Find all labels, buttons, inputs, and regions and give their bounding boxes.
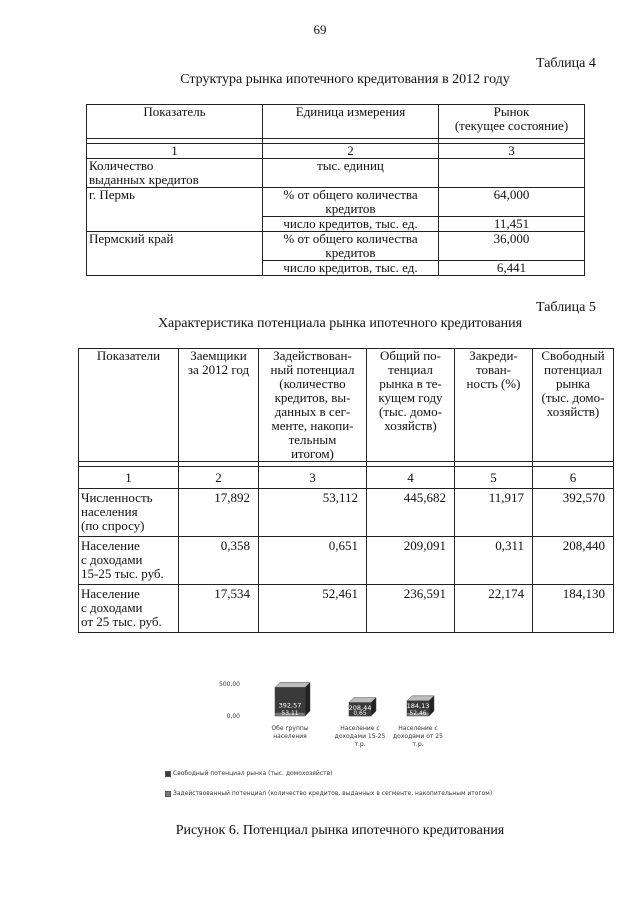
- table4-value: 11,451: [439, 217, 585, 232]
- table4-unit: тыс. единиц: [263, 159, 439, 188]
- table5-header: Закреди- тован- ность (%): [455, 349, 533, 462]
- table5-header: Общий по- тенциал рынка в те- кущем году (тыс. домо- хозяйств): [367, 349, 455, 462]
- table5-cell: 52,461: [259, 585, 367, 633]
- table4-col-number: 1: [87, 144, 263, 159]
- table5-cell: 208,440: [533, 537, 614, 585]
- potential-chart: [173, 672, 530, 820]
- table5-cell: 445,682: [367, 489, 455, 537]
- table4-title: Структура рынка ипотечного кредитования в 2012 году: [180, 72, 510, 87]
- bar-top-face: [275, 682, 310, 687]
- table5-cell: 53,112: [259, 489, 367, 537]
- category-label: т.р.: [354, 741, 366, 748]
- figure-caption: Рисунок 6. Потенциал рынка ипотечного кредитования: [175, 823, 505, 838]
- table4-header: Показатель: [87, 105, 263, 139]
- table4-unit: % от общего количества кредитов: [263, 188, 439, 217]
- legend-swatch: [165, 791, 171, 797]
- table5-cell: 22,174: [455, 585, 533, 633]
- table4-header: Единица измерения: [263, 105, 439, 139]
- data-label-used: 53,11: [281, 710, 299, 717]
- table5-cell: 0,358: [179, 537, 259, 585]
- page-number: 69: [313, 22, 327, 37]
- table5-title: Характеристика потенциала рынка ипотечного кредитования: [157, 316, 523, 331]
- table5-col-number: 1: [79, 467, 179, 489]
- table5-cell: 209,091: [367, 537, 455, 585]
- table5-col-number: 3: [259, 467, 367, 489]
- legend-label: Задействованный потенциал (количество кредитов, выданных в сегменте, накопительным итогом): [173, 790, 493, 797]
- table4-unit: число кредитов, тыс. ед.: [263, 261, 439, 276]
- table4-indicator: г. Пермь: [87, 188, 263, 232]
- table4-header: Рынок (текущее состояние): [439, 105, 585, 139]
- y-tick-label: 500,00: [219, 681, 240, 688]
- table4-label: Таблица 4: [536, 56, 596, 71]
- category-label: т.р.: [412, 741, 424, 748]
- table5-label: Таблица 5: [536, 300, 596, 315]
- table4-unit: % от общего количества кредитов: [263, 232, 439, 261]
- category-label: Обе группы: [271, 725, 309, 732]
- table5-header: Свободный потенциал рынка (тыс. домо- хозяйств): [533, 349, 614, 462]
- category-label: населения: [273, 733, 307, 740]
- y-tick-label: 0,00: [226, 713, 240, 720]
- table5-cell: 236,591: [367, 585, 455, 633]
- data-label-used: 0,65: [353, 710, 367, 717]
- legend-item-free: [165, 770, 332, 777]
- data-label-free: 208,44: [348, 704, 372, 712]
- category-label: Население с: [398, 725, 438, 732]
- table4-col-number: 3: [439, 144, 585, 159]
- table4-col-number: 2: [263, 144, 439, 159]
- table5-header: Заемщики за 2012 год: [179, 349, 259, 462]
- table5-cell: 11,917: [455, 489, 533, 537]
- table4-indicator: Пермский край: [87, 232, 263, 276]
- table4-unit: число кредитов, тыс. ед.: [263, 217, 439, 232]
- category-label: доходами 15-25: [334, 733, 386, 740]
- table5-cell: 184,130: [533, 585, 614, 633]
- table5-row-label: Население с доходами от 25 тыс. руб.: [79, 585, 179, 633]
- table4-value: 64,000: [439, 188, 585, 217]
- category-label: Население с: [340, 725, 380, 732]
- table5-cell: 0,651: [259, 537, 367, 585]
- table5-col-number: 6: [533, 467, 614, 489]
- data-label-free: 184,13: [406, 701, 430, 710]
- table5-col-number: 2: [179, 467, 259, 489]
- legend-swatch: [165, 771, 171, 777]
- table4-indicator: Количество выданных кредитов: [87, 159, 263, 188]
- table4-value: 6,441: [439, 261, 585, 276]
- table5-col-number: 5: [455, 467, 533, 489]
- table5-cell: 17,534: [179, 585, 259, 633]
- bar-side-face: [305, 682, 310, 716]
- table4-value: 36,000: [439, 232, 585, 261]
- legend-item-used: [165, 790, 492, 797]
- table5-cell: 392,570: [533, 489, 614, 537]
- table5-row-label: Население с доходами 15-25 тыс. руб.: [79, 537, 179, 585]
- table5-header: Задействован- ный потенциал (количество кредитов, вы- данных в сег- менте, накопи- тельным итогом): [259, 349, 367, 462]
- table5-col-number: 4: [367, 467, 455, 489]
- table4: [86, 104, 585, 276]
- table5-cell: 0,311: [455, 537, 533, 585]
- table5: [78, 348, 614, 633]
- legend-label: Свободный потенциал рынка (тыс. домохозяйств): [173, 770, 333, 777]
- data-label-free: 392,57: [278, 701, 302, 710]
- table5-header: Показатели: [79, 349, 179, 462]
- category-label: доходами от 25: [393, 733, 443, 740]
- table5-row-label: Численность населения (по спросу): [79, 489, 179, 537]
- chart-svg: [200, 672, 530, 782]
- table4-value: [439, 159, 585, 188]
- table5-cell: 17,892: [179, 489, 259, 537]
- data-label-used: 52,46: [409, 710, 427, 717]
